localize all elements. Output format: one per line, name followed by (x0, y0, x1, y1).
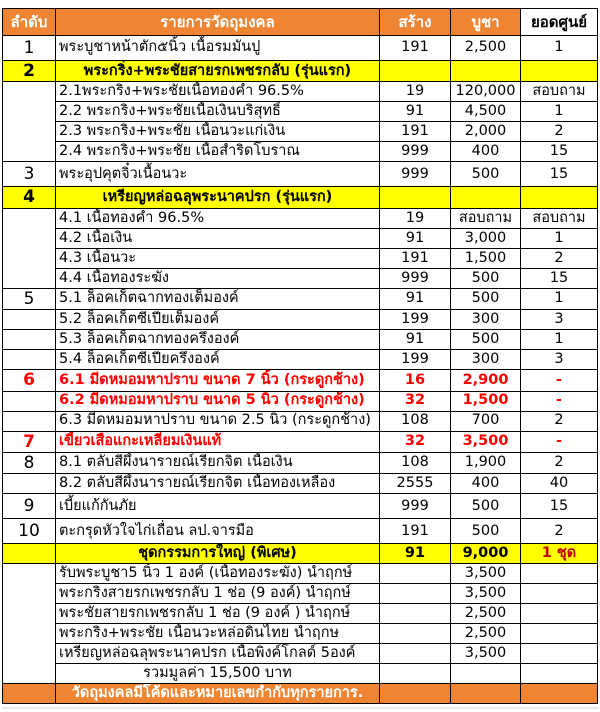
price-cell: 3,500 (451, 564, 521, 584)
table-row (3, 544, 598, 564)
item-name-cell: 2.3 พระกริ่ง+พระชัย เนื้อนวะแก่เงิน (56, 122, 380, 142)
center-total-cell (521, 187, 598, 208)
row-number-cell (3, 544, 56, 564)
made-count-cell: 32 (380, 391, 451, 411)
center-total-cell (521, 664, 598, 684)
made-count-cell: 199 (380, 350, 451, 370)
made-count-cell (380, 644, 451, 664)
price-cell: 4,500 (451, 102, 521, 122)
center-total-cell: - (521, 431, 598, 452)
center-total-cell: 2 (521, 122, 598, 142)
made-count-cell (380, 604, 451, 624)
item-name-cell: ตะกรุดหัวใจไก่เถื่อน ลป.จารมือ (56, 519, 380, 544)
row-number-cell: 2 (3, 61, 56, 82)
center-total-cell: สอบถาม (521, 208, 598, 228)
made-count-cell (380, 564, 451, 584)
made-count-cell: 91 (380, 330, 451, 350)
table-row (3, 644, 598, 664)
table-row (3, 268, 598, 288)
center-total-cell: 3 (521, 350, 598, 370)
price-cell (451, 684, 521, 704)
center-total-cell: 1 (521, 228, 598, 248)
table-row (3, 330, 598, 350)
row-number-cell (3, 330, 56, 350)
made-count-cell (380, 61, 451, 82)
item-name-cell: 6.2 มีดหมอมหาปราบ ขนาด 5 นิ้ว (กระดูกช้าง) (56, 391, 380, 411)
center-total-cell: 40 (521, 474, 598, 494)
item-name-cell: 2.1พระกริ่ง+พระชัยเนื้อทองคำ 96.5% (56, 82, 380, 102)
center-total-cell: - (521, 370, 598, 391)
made-count-cell: 91 (380, 544, 451, 564)
made-count-cell: 91 (380, 228, 451, 248)
table-row (3, 494, 598, 519)
price-cell: 2,900 (451, 370, 521, 391)
center-total-cell: 1 (521, 102, 598, 122)
price-cell (451, 61, 521, 82)
center-total-cell: 1 ชุด (521, 544, 598, 564)
center-total-cell: 2 (521, 248, 598, 268)
price-cell: 1,500 (451, 391, 521, 411)
price-cell: 500 (451, 330, 521, 350)
item-name-cell: 5.2 ล็อคเก็ตซีเปียเต็มองค์ (56, 310, 380, 330)
made-count-cell: 19 (380, 208, 451, 228)
row-number-cell (3, 310, 56, 330)
item-name-cell: พระอุปคุตจิ๋วเนื้อนวะ (56, 162, 380, 187)
price-cell: 1,900 (451, 452, 521, 473)
price-cell: 3,500 (451, 431, 521, 452)
table-row (3, 350, 598, 370)
center-total-cell: 15 (521, 162, 598, 187)
table-header (3, 9, 598, 36)
item-name-cell: พระกริ่ง+พระชัยสายรกเพชรกลับ (รุ่นแรก) (56, 61, 380, 82)
header-cell-order: ลำดับ (3, 9, 56, 36)
row-number-cell: 4 (3, 187, 56, 208)
price-cell: 2,500 (451, 624, 521, 644)
row-number-cell (3, 564, 56, 684)
row-number-cell (3, 474, 56, 494)
item-name-cell: 2.2 พระกริ่ง+พระชัยเนื้อเงินบริสุทธิ์ (56, 102, 380, 122)
row-number-cell: 10 (3, 519, 56, 544)
row-number-cell (3, 391, 56, 411)
price-cell: 500 (451, 162, 521, 187)
price-cell: 2,500 (451, 36, 521, 61)
price-cell: 1,500 (451, 248, 521, 268)
table-row (3, 584, 598, 604)
table-body (3, 36, 598, 704)
center-total-cell: 2 (521, 411, 598, 431)
item-name-cell: พระกริ่ง+พระชัย เนื้อนวะหล่อดินไทย นำฤกษ (56, 624, 380, 644)
bottom-divider (2, 707, 599, 709)
header-row (3, 9, 598, 36)
item-name-cell: 4.3 เนื้อนวะ (56, 248, 380, 268)
table-row (3, 431, 598, 452)
item-name-cell: รวมมูลค่า 15,500 บาท (56, 664, 380, 684)
table-row (3, 452, 598, 473)
price-cell: 700 (451, 411, 521, 431)
item-name-cell: ชุดกรรมการใหญ่ (พิเศษ) (56, 544, 380, 564)
made-count-cell: 108 (380, 411, 451, 431)
item-name-cell: เขี้ยวเสือแกะเหลี่ยมเงินแท้ (56, 431, 380, 452)
center-total-cell: 2 (521, 452, 598, 473)
made-count-cell: 16 (380, 370, 451, 391)
table-row (3, 162, 598, 187)
center-total-cell: - (521, 391, 598, 411)
table-row (3, 474, 598, 494)
table-row (3, 519, 598, 544)
row-number-cell: 3 (3, 162, 56, 187)
center-total-cell (521, 61, 598, 82)
item-name-cell: รับพระบูชา5 นิ้ว 1 องค์ (เนื้อทองระฆัง) นำฤกษ์ (56, 564, 380, 584)
made-count-cell: 999 (380, 162, 451, 187)
row-number-cell: 8 (3, 452, 56, 473)
price-cell: 400 (451, 142, 521, 162)
table-row (3, 208, 598, 228)
made-count-cell (380, 664, 451, 684)
center-total-cell (521, 644, 598, 664)
center-total-cell: 1 (521, 330, 598, 350)
made-count-cell (380, 624, 451, 644)
price-cell: 2,500 (451, 604, 521, 624)
table-row (3, 82, 598, 102)
center-total-cell: 15 (521, 268, 598, 288)
item-name-cell: 4.2 เนื้อเงิน (56, 228, 380, 248)
table-row (3, 391, 598, 411)
center-total-cell (521, 604, 598, 624)
item-name-cell: 6.1 มีดหมอมหาปราบ ขนาด 7 นิ้ว (กระดูกช้าง) (56, 370, 380, 391)
table-row (3, 61, 598, 82)
item-name-cell: 5.4 ล็อคเก็ตซีเปียครึ่งองค์ (56, 350, 380, 370)
header-cell-center-total: ยอดศูนย์ (521, 9, 598, 36)
made-count-cell: 191 (380, 519, 451, 544)
made-count-cell: 191 (380, 248, 451, 268)
item-name-cell: เบี้ยแก้กันภัย (56, 494, 380, 519)
item-name-cell: 8.2 ตลับสีผึ้งนารายณ์เรียกจิต เนื้อทองเหลือง (56, 474, 380, 494)
table-row (3, 624, 598, 644)
table-row (3, 684, 598, 704)
center-total-cell (521, 684, 598, 704)
table-row (3, 310, 598, 330)
item-name-cell: เหรียญหล่อฉลุพระนาคปรก เนื้อพิงค์โกลด์ 5องค์ (56, 644, 380, 664)
table-row (3, 248, 598, 268)
item-name-cell: 5.3 ล็อคเก็ตฉากทองครึ่งองค์ (56, 330, 380, 350)
made-count-cell: 108 (380, 452, 451, 473)
center-total-cell: 15 (521, 494, 598, 519)
center-total-cell: 1 (521, 288, 598, 309)
price-cell: 3,500 (451, 644, 521, 664)
table-row (3, 142, 598, 162)
made-count-cell: 999 (380, 494, 451, 519)
table-row (3, 36, 598, 61)
row-number-cell: 5 (3, 288, 56, 309)
table-row (3, 228, 598, 248)
item-name-cell: 2.4 พระกริ่ง+พระชัย เนื้อสำริดโบราณ (56, 142, 380, 162)
row-number-cell (3, 350, 56, 370)
made-count-cell: 32 (380, 431, 451, 452)
center-total-cell (521, 624, 598, 644)
made-count-cell: 91 (380, 102, 451, 122)
made-count-cell: 19 (380, 82, 451, 102)
price-cell (451, 664, 521, 684)
table-row (3, 604, 598, 624)
price-cell: 400 (451, 474, 521, 494)
price-cell: 500 (451, 268, 521, 288)
center-total-cell: 1 (521, 36, 598, 61)
row-number-cell (3, 411, 56, 431)
price-cell (451, 187, 521, 208)
made-count-cell: 999 (380, 268, 451, 288)
price-cell: 500 (451, 519, 521, 544)
item-name-cell: พระกริ่งสายรกเพชรกลับ 1 ช่อ (9 องค์) นำฤกษ์ (56, 584, 380, 604)
center-total-cell (521, 584, 598, 604)
item-name-cell: 8.1 ตลับสีผึ้งนารายณ์เรียกจิต เนื้อเงิน (56, 452, 380, 473)
price-cell: 2,000 (451, 122, 521, 142)
center-total-cell: สอบถาม (521, 82, 598, 102)
row-number-cell (3, 82, 56, 162)
made-count-cell: 191 (380, 122, 451, 142)
made-count-cell: 999 (380, 142, 451, 162)
header-cell-item: รายการวัดถุมงคล (56, 9, 380, 36)
amulet-price-table (2, 8, 598, 704)
row-number-cell (3, 684, 56, 704)
center-total-cell: 2 (521, 519, 598, 544)
item-name-cell: เหรียญหล่อฉลุพระนาคปรก (รุ่นแรก) (56, 187, 380, 208)
table-row (3, 102, 598, 122)
price-cell: 120,000 (451, 82, 521, 102)
header-cell-made: สร้าง (380, 9, 451, 36)
row-number-cell: 1 (3, 36, 56, 61)
center-total-cell: 15 (521, 142, 598, 162)
made-count-cell: 199 (380, 310, 451, 330)
table-row (3, 122, 598, 142)
made-count-cell (380, 187, 451, 208)
price-cell: 3,000 (451, 228, 521, 248)
item-name-cell: 4.1 เนื้อทองคำ 96.5% (56, 208, 380, 228)
row-number-cell (3, 208, 56, 288)
item-name-cell: วัดถุมงคลมีโค้ดและหมายเลขกำกับทุกรายการ. (56, 684, 380, 704)
header-cell-price: บูชา (451, 9, 521, 36)
made-count-cell: 2555 (380, 474, 451, 494)
made-count-cell (380, 584, 451, 604)
price-cell: 3,500 (451, 584, 521, 604)
made-count-cell: 191 (380, 36, 451, 61)
price-cell: 500 (451, 288, 521, 309)
item-name-cell: พระบูชาหน้าตัก๕นิ้ว เนื้อรมมันปู (56, 36, 380, 61)
item-name-cell: 4.4 เนื้อทองระฆัง (56, 268, 380, 288)
table-row (3, 288, 598, 309)
item-name-cell: พระชัยสายรกเพชรกลับ 1 ช่อ (9 องค์ ) นำฤกษ์ (56, 604, 380, 624)
table-row (3, 370, 598, 391)
center-total-cell: 3 (521, 310, 598, 330)
table-row (3, 664, 598, 684)
price-cell: สอบถาม (451, 208, 521, 228)
item-name-cell: 6.3 มีดหมอมหาปราบ ขนาด 2.5 นิ้ว (กระดูกช้าง) (56, 411, 380, 431)
price-cell: 300 (451, 350, 521, 370)
table-row (3, 411, 598, 431)
row-number-cell: 6 (3, 370, 56, 391)
made-count-cell (380, 684, 451, 704)
price-cell: 500 (451, 494, 521, 519)
item-name-cell: 5.1 ล็อคเก็ตฉากทองเต็มองค์ (56, 288, 380, 309)
price-cell: 9,000 (451, 544, 521, 564)
made-count-cell: 91 (380, 288, 451, 309)
table-row (3, 564, 598, 584)
row-number-cell: 9 (3, 494, 56, 519)
table-row (3, 187, 598, 208)
price-cell: 300 (451, 310, 521, 330)
row-number-cell: 7 (3, 431, 56, 452)
center-total-cell (521, 564, 598, 584)
